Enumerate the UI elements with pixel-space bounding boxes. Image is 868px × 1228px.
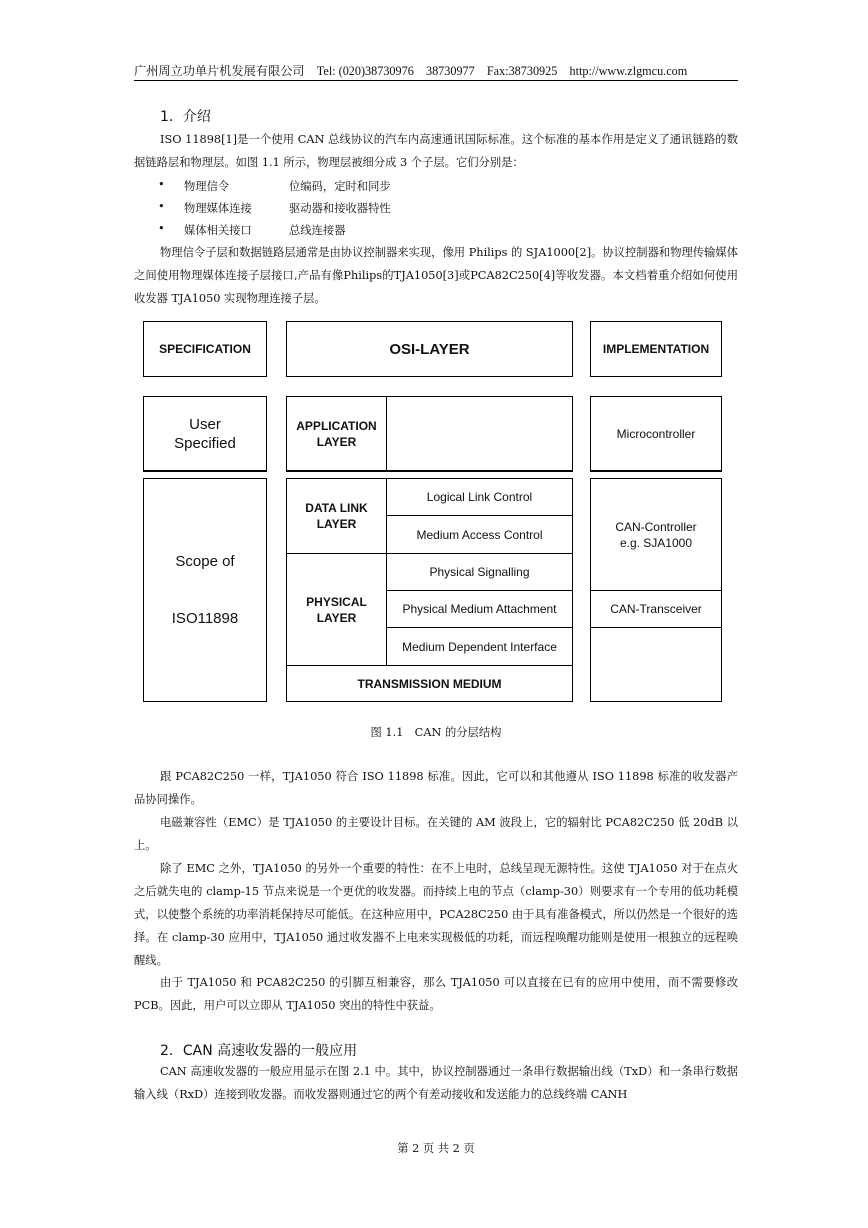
physical-signalling-cell: Physical Signalling [386, 553, 573, 591]
divider-line [143, 471, 267, 472]
section-2-title: 2．CAN 高速收发器的一般应用 [160, 1043, 358, 1059]
can-transceiver-cell: CAN-Transceiver [590, 590, 722, 628]
divider-line [143, 478, 267, 479]
body-paragraph-1: 跟 PCA82C250 一样，TJA1050 符合 ISO 11898 标准。因此，它可以和其他遵从 ISO 11898 标准的收发器产品协同操作。 [134, 770, 738, 806]
bullet-description: 驱动器和接收器特性 [289, 202, 391, 215]
physical-medium-attachment-cell: Physical Medium Attachment [386, 590, 573, 628]
scope-of-iso11898-cell: Scope of ISO11898 [143, 478, 267, 702]
transmission-medium-cell: TRANSMISSION MEDIUM [286, 665, 573, 702]
implementation-header: IMPLEMENTATION [590, 321, 722, 377]
body-paragraph-4: 由于 TJA1050 和 PCA82C250 的引脚互相兼容，那么 TJA1050 可以直接在已有的应用中使用，而不需要修改 PCB。因此，用户可以立即从 TJA1050 突出的特性中获益。 [134, 976, 738, 1012]
bullet-term: 物理媒体连接 [184, 202, 252, 215]
medium-dependent-interface-cell: Medium Dependent Interface [386, 627, 573, 666]
medium-access-control-cell: Medium Access Control [386, 515, 573, 554]
divider-line [286, 471, 573, 472]
body-paragraph-2: 电磁兼容性（EMC）是 TJA1050 的主要设计目标。在关键的 AM 波段上，它的辐射比 PCA82C250 低 20dB 以上。 [134, 816, 738, 852]
data-link-layer-cell: DATA LINK LAYER [286, 478, 387, 554]
osi-layer-header: OSI-LAYER [286, 321, 573, 377]
empty-implementation-cell [590, 627, 722, 702]
section-1-paragraph-1: ISO 11898[1]是一个使用 CAN 总线协议的汽车内高速通讯国际标准。这个标准的基本作用是定义了通讯链路的数据链路层和物理层。如图 1.1 所示，物理层被细分成 3 个子层。它们分别是： [134, 133, 738, 169]
page-header: 广州周立功单片机发展有限公司 Tel: (020)38730976 38730977 Fax:38730925 http://www.zlgmcu.com [134, 64, 688, 78]
bullet-term: 物理信令 [184, 180, 230, 193]
logical-link-control-cell: Logical Link Control [386, 478, 573, 516]
bullet-description: 位编码，定时和同步 [289, 180, 391, 193]
application-layer-cell: APPLICATION LAYER [286, 396, 387, 471]
bullet-dot: • [158, 222, 165, 235]
can-controller-cell: CAN-Controller e.g. SJA1000 [590, 478, 722, 591]
figure-caption: 图 1.1 CAN 的分层结构 [370, 726, 502, 739]
section-1-title: 1．介绍 [160, 109, 211, 125]
page-footer: 第 2 页 共 2 页 [397, 1142, 475, 1155]
application-layer-content-cell [386, 396, 573, 471]
physical-layer-cell: PHYSICAL LAYER [286, 553, 387, 666]
bullet-term: 媒体相关接口 [184, 224, 252, 237]
user-specified-cell: User Specified [143, 396, 267, 471]
section-2-paragraph-1: CAN 高速收发器的一般应用显示在图 2.1 中。其中，协议控制器通过一条串行数据输出线（TxD）和一条串行数据输入线（RxD）连接到收发器。而收发器则通过它的两个有差动接收和发送能力的总线终端 CANH [134, 1065, 738, 1101]
header-rule [134, 80, 738, 81]
section-1-paragraph-2: 物理信令子层和数据链路层通常是由协议控制器来实现，像用 Philips 的 SJA1000[2]。协议控制器和物理传输媒体之间使用物理媒体连接子层接口,产品有像Philips的TJA1050[3]或PCA82C250[4]等收发器。本文档着重介绍如何使用收发器 TJA1050 实现物理连接子层。 [134, 246, 738, 305]
microcontroller-cell: Microcontroller [590, 396, 722, 471]
divider-line [590, 471, 722, 472]
specification-header: SPECIFICATION [143, 321, 267, 377]
bullet-description: 总线连接器 [289, 224, 346, 237]
body-paragraph-3: 除了 EMC 之外，TJA1050 的另外一个重要的特性：在不上电时，总线呈现无源特性。这使 TJA1050 对于在点火之后就失电的 clamp-15 节点来说是一个更优的收发器。而持续上电的节点（clamp-30）则要求有一个专用的低功耗模式，以使整个系统的功率消耗保持尽可能低。在这种应用中，PCA28C250 由于具有准备模式，所以仍然是一个很好的选择。在 clamp-30 应用中，TJA1050 通过收发器不上电来实现极低的功耗，而远程唤醒功能则是使用一根独立的远程唤醒线。 [134, 862, 738, 967]
bullet-dot: • [158, 200, 165, 213]
bullet-dot: • [158, 178, 165, 191]
